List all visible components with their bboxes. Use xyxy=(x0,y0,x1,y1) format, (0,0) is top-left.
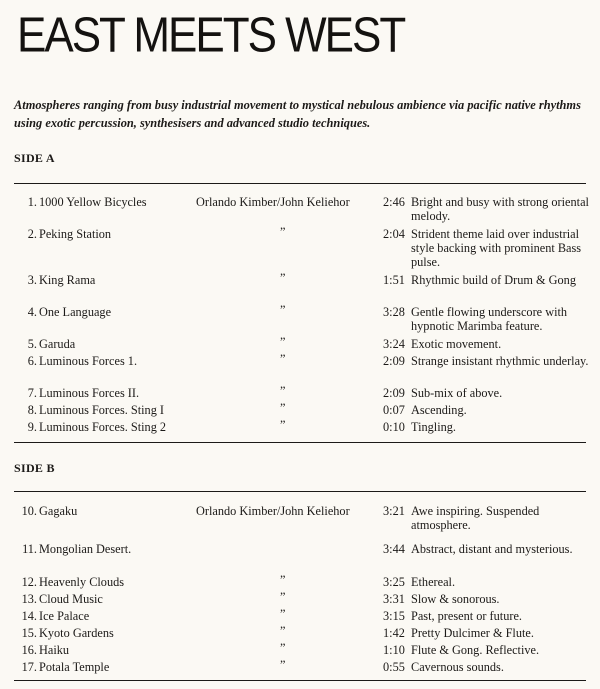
composer-ditto-mark: ” xyxy=(280,418,286,432)
track-duration: 3:24 xyxy=(383,337,405,351)
track-duration: 2:09 xyxy=(383,386,405,400)
composer-ditto-mark: ” xyxy=(280,225,286,239)
track-number: 5. xyxy=(27,337,37,351)
track-title: Gagaku xyxy=(39,504,78,518)
composer-ditto-mark: ” xyxy=(280,658,286,672)
composer-ditto-mark: ” xyxy=(280,384,286,398)
track-description: Pretty Dulcimer & Flute. xyxy=(411,626,534,640)
track-title: Kyoto Gardens xyxy=(39,626,114,640)
track-description: Abstract, distant and mysterious. xyxy=(411,542,573,556)
track-duration: 2:04 xyxy=(383,227,405,241)
track-description: Flute & Gong. Reflective. xyxy=(411,643,540,657)
track-number: 4. xyxy=(27,305,37,319)
track-title: Luminous Forces II. xyxy=(39,386,140,400)
track-description: Sub-mix of above. xyxy=(411,386,503,400)
composer-ditto-mark: ” xyxy=(280,401,286,415)
track-number: 2. xyxy=(27,227,37,241)
track-number: 17. xyxy=(21,660,37,674)
track-title: King Rama xyxy=(39,273,96,287)
track-title: Luminous Forces. Sting 2 xyxy=(39,420,167,434)
track-duration: 2:09 xyxy=(383,354,405,368)
track-description: Tingling. xyxy=(411,420,456,434)
track-title: Potala Temple xyxy=(39,660,110,674)
track-number: 16. xyxy=(21,643,37,657)
track-number: 7. xyxy=(27,386,37,400)
track-title: Garuda xyxy=(39,337,76,351)
track-description: Past, present or future. xyxy=(411,609,522,623)
composer-ditto-mark: ” xyxy=(280,624,286,638)
track-number: 10. xyxy=(21,504,37,518)
track-duration: 3:15 xyxy=(383,609,405,623)
track-title: 1000 Yellow Bicycles xyxy=(39,195,147,209)
track-duration: 1:10 xyxy=(383,643,405,657)
track-title: Ice Palace xyxy=(39,609,90,623)
track-title: Luminous Forces 1. xyxy=(39,354,138,368)
track-number: 11. xyxy=(22,542,37,556)
track-number: 6. xyxy=(27,354,37,368)
track-duration: 0:55 xyxy=(383,660,405,674)
track-composer: Orlando Kimber/John Keliehor xyxy=(196,504,350,518)
composer-ditto-mark: ” xyxy=(280,271,286,285)
side-b-top-rule xyxy=(14,491,586,492)
track-description: Awe inspiring. Suspended atmosphere. xyxy=(411,504,540,532)
track-number: 13. xyxy=(21,592,37,606)
track-description: Cavernous sounds. xyxy=(411,660,504,674)
side-a-label: SIDE A xyxy=(14,151,55,165)
composer-ditto-mark: ” xyxy=(280,335,286,349)
track-duration: 0:07 xyxy=(383,403,405,417)
track-duration: 3:21 xyxy=(383,504,405,518)
album-title: EAST MEETS WEST xyxy=(17,8,405,63)
composer-ditto-mark: ” xyxy=(280,352,286,366)
track-number: 15. xyxy=(21,626,37,640)
track-title: Cloud Music xyxy=(39,592,103,606)
composer-ditto-mark: ” xyxy=(280,573,286,587)
track-duration: 0:10 xyxy=(383,420,405,434)
track-description: Ethereal. xyxy=(411,575,456,589)
album-description: Atmospheres ranging from busy industrial movement to mystical nebulous ambience via pacific native rhythms using exotic percussion, synthesisers and advanced studio techniques. xyxy=(14,98,581,130)
side-a-bottom-rule xyxy=(14,442,586,443)
side-a-top-rule xyxy=(14,183,586,184)
side-b-label: SIDE B xyxy=(14,461,55,475)
track-description: Slow & sonorous. xyxy=(411,592,500,606)
track-description: Rhythmic build of Drum & Gong xyxy=(411,273,576,287)
track-number: 3. xyxy=(27,273,37,287)
track-duration: 3:44 xyxy=(383,542,405,556)
track-title: Heavenly Clouds xyxy=(39,575,125,589)
side-b-bottom-rule xyxy=(14,680,586,681)
track-description: Strange insistant rhythmic underlay. xyxy=(411,354,589,368)
track-duration: 2:46 xyxy=(383,195,405,209)
track-title: Peking Station xyxy=(39,227,112,241)
track-duration: 3:25 xyxy=(383,575,405,589)
track-number: 14. xyxy=(21,609,37,623)
track-description: Bright and busy with strong oriental melody. xyxy=(411,195,589,223)
track-title: Mongolian Desert. xyxy=(39,542,132,556)
track-number: 1. xyxy=(27,195,37,209)
track-duration: 1:42 xyxy=(383,626,405,640)
track-description: Exotic movement. xyxy=(411,337,502,351)
composer-ditto-mark: ” xyxy=(280,607,286,621)
track-number: 12. xyxy=(21,575,37,589)
track-number: 8. xyxy=(27,403,37,417)
track-title: Haiku xyxy=(39,643,70,657)
track-title: Luminous Forces. Sting I xyxy=(39,403,165,417)
track-title: One Language xyxy=(39,305,112,319)
composer-ditto-mark: ” xyxy=(280,590,286,604)
composer-ditto-mark: ” xyxy=(280,303,286,317)
track-description: Gentle flowing underscore with hypnotic Marimba feature. xyxy=(411,305,568,333)
composer-ditto-mark: ” xyxy=(280,641,286,655)
track-description: Ascending. xyxy=(411,403,467,417)
track-duration: 1:51 xyxy=(383,273,405,287)
track-number: 9. xyxy=(27,420,37,434)
track-duration: 3:28 xyxy=(383,305,405,319)
track-composer: Orlando Kimber/John Keliehor xyxy=(196,195,350,209)
track-duration: 3:31 xyxy=(383,592,405,606)
track-description: Strident theme laid over industrial style backing with prominent Bass pulse. xyxy=(411,227,582,269)
